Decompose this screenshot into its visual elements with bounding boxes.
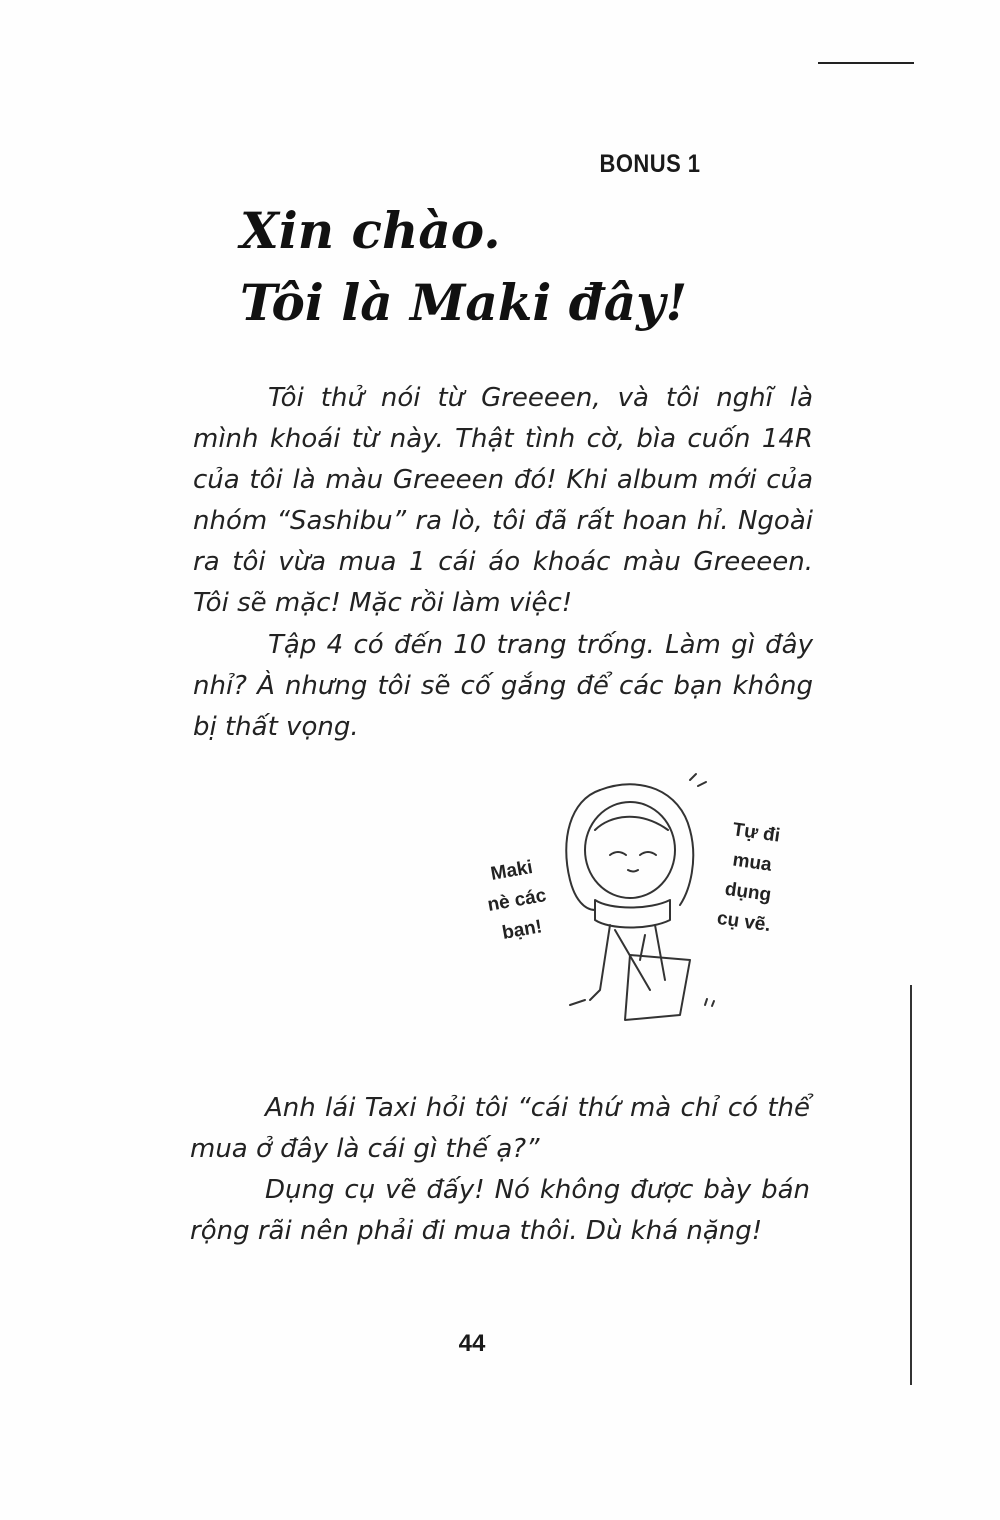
page-title xyxy=(240,195,760,339)
title-line-1: Xin chào. xyxy=(240,201,501,260)
page-number: 44 xyxy=(458,1330,486,1357)
speech-text-right: Tự đi mua dụng cụ vẽ. xyxy=(715,819,782,937)
bonus-label: BONUS 1 xyxy=(599,150,701,178)
speech-text-left: Maki nè các bạn! xyxy=(485,856,548,944)
right-edge-line xyxy=(910,985,912,1385)
paragraph-1: Tôi thử nói từ Greeeen, và tôi nghĩ là mình khoái từ này. Thật tình cờ, bìa cuốn 14R của tôi là màu Greeeen đó! Khi album mới của nhóm “Sashibu” ra lò, tôi đã rất hoan hỉ. Ngoài ra tôi vừa mua 1 cái áo khoác màu Greeeen. Tôi sẽ mặc! Mặc rồi làm việc! xyxy=(193,383,813,618)
top-rule-divider xyxy=(818,62,914,64)
paragraph-4: Dụng cụ vẽ đấy! Nó không được bày bán rộng rãi nên phải đi mua thôi. Dù khá nặng! xyxy=(190,1175,810,1246)
title-line-2: Tôi là Maki đây! xyxy=(240,273,688,332)
paragraph-3: Anh lái Taxi hỏi tôi “cái thứ mà chỉ có thể mua ở đây là cái gì thế ạ?” xyxy=(190,1093,810,1164)
paragraph-2: Tập 4 có đến 10 trang trống. Làm gì đây nhỉ? À nhưng tôi sẽ cố gắng để các bạn không bị thất vọng. xyxy=(193,630,813,742)
